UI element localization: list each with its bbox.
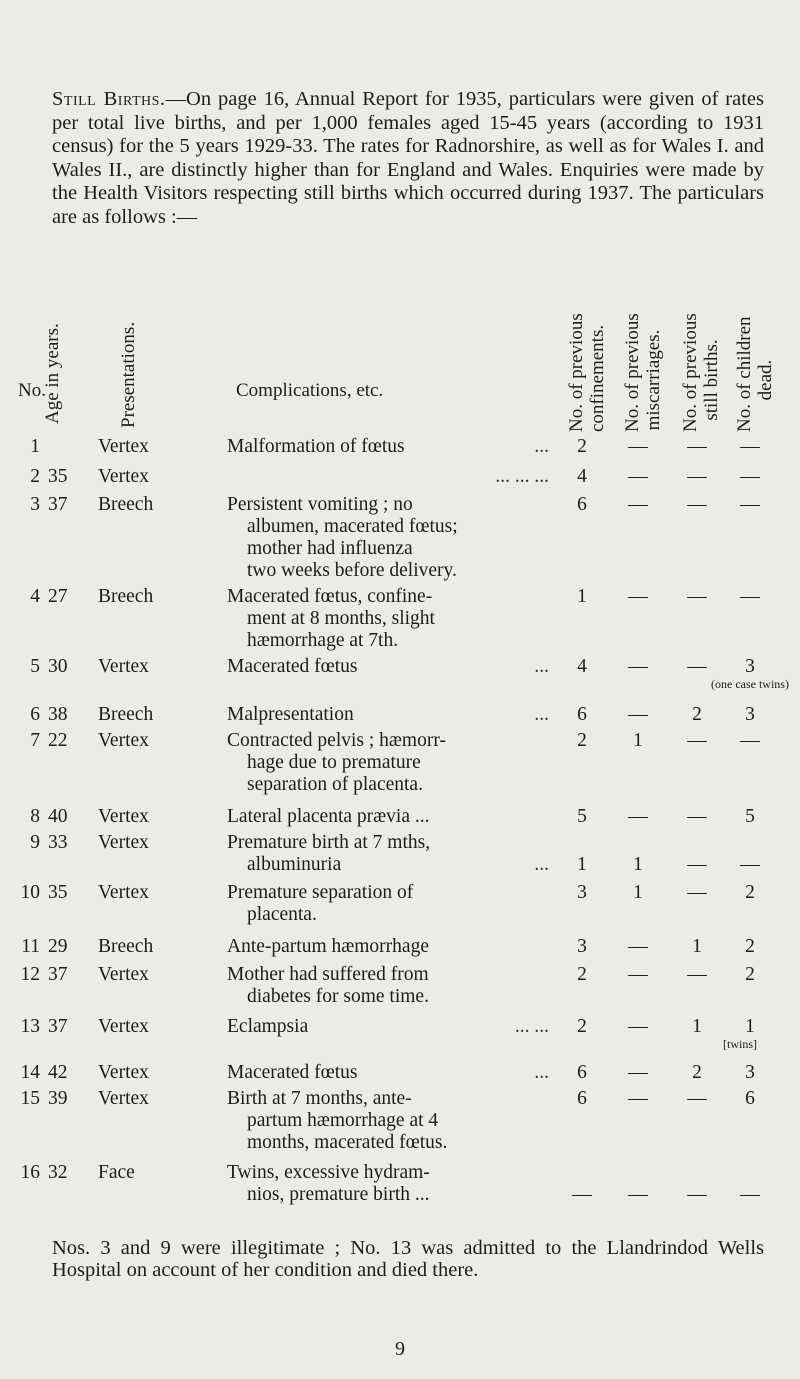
- row-number: 7: [30, 730, 40, 751]
- value-stillbirths: —: [687, 436, 707, 457]
- complication-text: Persistent vomiting ; no: [227, 494, 413, 515]
- complication-text: hæmorrhage at 7th.: [247, 630, 399, 651]
- row-presentation: Vertex: [98, 730, 149, 751]
- complication-text: Malpresentation: [227, 704, 354, 725]
- header-children-dead-line2: dead.: [755, 359, 776, 401]
- complication-text: Ante-partum hæmorrhage: [227, 936, 429, 957]
- value-miscarriages: —: [628, 1016, 648, 1037]
- row-complications: [227, 494, 567, 582]
- complication-line: [227, 1062, 567, 1084]
- complication-text: Contracted pelvis ; hæmorr-: [227, 730, 446, 751]
- footer-note: Nos. 3 and 9 were illegitimate ; No. 13 was admitted to the Llandrindod Wells Hospital on account of her condition and died there.: [52, 1237, 764, 1281]
- row-presentation: Breech: [98, 586, 154, 607]
- complication-line: [227, 1110, 567, 1132]
- value-stillbirths: —: [687, 1088, 707, 1109]
- table-row: [0, 1162, 800, 1206]
- complication-line: [227, 1016, 567, 1038]
- complication-line: [227, 806, 567, 828]
- table-row: [0, 1062, 800, 1084]
- complication-text: Eclampsia: [227, 1016, 309, 1037]
- complication-text: albuminuria: [247, 854, 342, 875]
- value-confinements: 1: [577, 854, 587, 875]
- complication-line: [227, 1162, 567, 1184]
- value-miscarriages: —: [628, 656, 648, 677]
- row-number: 9: [30, 832, 40, 853]
- row-number: 2: [30, 466, 40, 487]
- table-row: [0, 494, 800, 582]
- complication-line: [227, 730, 567, 752]
- complication-text: partum hæmorrhage at 4: [247, 1110, 439, 1131]
- complication-line: [227, 882, 567, 904]
- complication-text: nios, premature birth ...: [247, 1184, 430, 1205]
- complication-line: [227, 538, 567, 560]
- page-number: 9: [395, 1338, 405, 1360]
- complication-text: placenta.: [247, 904, 317, 925]
- row-age: 42: [48, 1062, 68, 1083]
- row-number: 10: [20, 882, 40, 903]
- row-complications: [227, 1016, 567, 1038]
- value-miscarriages: —: [628, 936, 648, 957]
- value-children-dead: 2: [745, 882, 755, 903]
- table-row: [0, 466, 800, 488]
- complication-text: ment at 8 months, slight: [247, 608, 435, 629]
- table-row: [0, 806, 800, 828]
- table-row: [0, 936, 800, 958]
- value-confinements: 5: [577, 806, 587, 827]
- value-children-dead: —: [740, 730, 760, 751]
- row-presentation: Vertex: [98, 1016, 149, 1037]
- row-presentation: Vertex: [98, 1088, 149, 1109]
- row-complications: [227, 832, 567, 876]
- table-header: [0, 313, 800, 432]
- value-miscarriages: 1: [633, 882, 643, 903]
- value-stillbirths: —: [687, 854, 707, 875]
- row-number: 5: [30, 656, 40, 677]
- value-children-dead: 6: [745, 1088, 755, 1109]
- header-stillbirths-line2: still births.: [701, 339, 722, 421]
- complication-line: [227, 1132, 567, 1154]
- complication-line: [227, 608, 567, 630]
- row-number: 6: [30, 704, 40, 725]
- value-confinements: 3: [577, 882, 587, 903]
- complication-line: [227, 986, 567, 1008]
- value-stillbirths: 2: [692, 704, 702, 725]
- value-confinements: 6: [577, 494, 587, 515]
- complication-text: albumen, macerated fœtus;: [247, 516, 458, 537]
- value-confinements: 1: [577, 586, 587, 607]
- value-children-dead: 2: [745, 936, 755, 957]
- complication-text: months, macerated fœtus.: [247, 1132, 448, 1153]
- row-number: 4: [30, 586, 40, 607]
- dot-leader: ... ...: [514, 1016, 549, 1037]
- row-complications: [227, 656, 567, 678]
- intro-text: —On page 16, Annual Report for 1935, particulars were given of rates per total live births, and per 1,000 females aged 15-45 years (according to 1931 census) for the 5 years 1929-33. The rates for Radnorshire, as well as for Wales I. and Wales II., are distinctly higher than for England and Wales. Enquiries were made by the Health Visitors respecting still births which occurred during 1937. The particulars are as follows :—: [52, 88, 764, 228]
- value-miscarriages: 1: [633, 730, 643, 751]
- row-presentation: Vertex: [98, 882, 149, 903]
- row-age: 22: [48, 730, 68, 751]
- row-age: 40: [48, 806, 68, 827]
- row-presentation: Vertex: [98, 832, 149, 853]
- dot-leader: ...: [534, 704, 549, 725]
- table-row: [0, 586, 800, 652]
- complication-text: hage due to premature: [247, 752, 421, 773]
- value-miscarriages: —: [628, 964, 648, 985]
- value-stillbirths: —: [687, 806, 707, 827]
- row-complications: [227, 436, 567, 458]
- row-complications: [227, 586, 567, 652]
- complication-text: Macerated fœtus, confine-: [227, 586, 433, 607]
- row-presentation: Vertex: [98, 1062, 149, 1083]
- row-presentation: Vertex: [98, 436, 149, 457]
- complication-text: Mother had suffered from: [227, 964, 429, 985]
- header-stillbirths-line1: No. of previous: [680, 313, 701, 432]
- row-number: 16: [20, 1162, 40, 1183]
- value-confinements: 2: [577, 730, 587, 751]
- row-presentation: Vertex: [98, 806, 149, 827]
- value-confinements: —: [572, 1184, 592, 1205]
- row-complications: [227, 806, 567, 828]
- row-presentation: Breech: [98, 494, 154, 515]
- dot-leader: ... ... ...: [495, 466, 549, 487]
- row-age: 37: [48, 964, 68, 985]
- header-miscarriages: [622, 313, 664, 432]
- value-stillbirths: —: [687, 1184, 707, 1205]
- value-stillbirths: 1: [692, 936, 702, 957]
- value-stillbirths: —: [687, 882, 707, 903]
- value-confinements: 2: [577, 1016, 587, 1037]
- value-stillbirths: 1: [692, 1016, 702, 1037]
- complication-line: [227, 1088, 567, 1110]
- row-note: (one case twins): [711, 677, 789, 691]
- complication-text: Macerated fœtus: [227, 1062, 358, 1083]
- value-children-dead: 5: [745, 806, 755, 827]
- value-children-dead: —: [740, 586, 760, 607]
- header-confinements-line2: confinements.: [587, 324, 608, 432]
- table-row: [0, 1088, 800, 1154]
- row-age: 39: [48, 1088, 68, 1109]
- header-complications: Complications, etc.: [236, 380, 384, 401]
- complication-line: [227, 586, 567, 608]
- complication-text: diabetes for some time.: [247, 986, 429, 1007]
- complication-line: [227, 436, 567, 458]
- dot-leader: ...: [534, 854, 549, 875]
- value-confinements: 6: [577, 1088, 587, 1109]
- header-confinements-line1: No. of previous: [566, 313, 587, 432]
- value-children-dead: —: [740, 466, 760, 487]
- value-confinements: 6: [577, 704, 587, 725]
- header-miscarriages-line2: miscarriages.: [643, 329, 664, 431]
- value-children-dead: —: [740, 1184, 760, 1205]
- value-children-dead: —: [740, 854, 760, 875]
- complication-line: [227, 494, 567, 516]
- value-children-dead: —: [740, 494, 760, 515]
- row-number: 14: [20, 1062, 40, 1083]
- value-stillbirths: —: [687, 466, 707, 487]
- value-miscarriages: —: [628, 466, 648, 487]
- intro-paragraph: [52, 88, 764, 229]
- value-stillbirths: —: [687, 494, 707, 515]
- value-miscarriages: —: [628, 806, 648, 827]
- complication-line: [227, 560, 567, 582]
- row-complications: [227, 1088, 567, 1154]
- row-number: 3: [30, 494, 40, 515]
- complication-line: [227, 904, 567, 926]
- row-complications: [227, 704, 567, 726]
- row-complications: [227, 1062, 567, 1084]
- value-miscarriages: —: [628, 436, 648, 457]
- row-note: [twins]: [723, 1037, 757, 1051]
- row-number: 1: [30, 436, 40, 457]
- complication-line: [227, 630, 567, 652]
- complication-line: [227, 752, 567, 774]
- table-row: [0, 656, 800, 691]
- row-number: 12: [20, 964, 40, 985]
- row-presentation: Vertex: [98, 656, 149, 677]
- value-children-dead: 1: [745, 1016, 755, 1037]
- complication-line: [227, 1184, 567, 1206]
- complication-text: Lateral placenta prævia ...: [227, 806, 430, 827]
- value-confinements: 4: [577, 466, 587, 487]
- value-confinements: 2: [577, 964, 587, 985]
- row-age: 33: [48, 832, 68, 853]
- value-children-dead: —: [740, 436, 760, 457]
- value-miscarriages: 1: [633, 854, 643, 875]
- header-no: No.: [18, 380, 46, 401]
- value-miscarriages: —: [628, 704, 648, 725]
- value-miscarriages: —: [628, 494, 648, 515]
- table-row: [0, 730, 800, 796]
- row-age: 37: [48, 494, 68, 515]
- complication-text: separation of placenta.: [247, 774, 423, 795]
- row-presentation: Vertex: [98, 964, 149, 985]
- row-number: 11: [21, 936, 40, 957]
- value-children-dead: 2: [745, 964, 755, 985]
- row-presentation: Breech: [98, 704, 154, 725]
- row-number: 15: [20, 1088, 40, 1109]
- row-number: 8: [30, 806, 40, 827]
- row-complications: [227, 730, 567, 796]
- row-age: 30: [48, 656, 68, 677]
- row-age: 38: [48, 704, 68, 725]
- table-row: [0, 964, 800, 1008]
- table-row: [0, 882, 800, 926]
- complication-text: Twins, excessive hydram-: [227, 1162, 430, 1183]
- row-age: 35: [48, 882, 68, 903]
- value-children-dead: 3: [745, 704, 755, 725]
- row-age: 27: [48, 586, 68, 607]
- table-row: [0, 832, 800, 876]
- value-confinements: 6: [577, 1062, 587, 1083]
- complication-line: [227, 656, 567, 678]
- header-miscarriages-line1: No. of previous: [622, 313, 643, 432]
- header-confinements: [566, 313, 608, 432]
- complication-line: [227, 774, 567, 796]
- complication-text: Birth at 7 months, ante-: [227, 1088, 412, 1109]
- complication-line: [227, 936, 567, 958]
- complication-text: Macerated fœtus: [227, 656, 358, 677]
- table-row: [0, 704, 800, 726]
- row-complications: [227, 964, 567, 1008]
- value-miscarriages: —: [628, 1088, 648, 1109]
- row-age: 29: [48, 936, 68, 957]
- header-age: Age in years.: [42, 323, 63, 424]
- value-miscarriages: —: [628, 1184, 648, 1205]
- value-confinements: 3: [577, 936, 587, 957]
- row-complications: [227, 882, 567, 926]
- row-number: 13: [20, 1016, 40, 1037]
- dot-leader: ...: [534, 1062, 549, 1083]
- row-age: 35: [48, 466, 68, 487]
- table-body: [0, 436, 800, 1206]
- value-children-dead: 3: [745, 1062, 755, 1083]
- value-confinements: 4: [577, 656, 587, 677]
- table-row: [0, 436, 800, 458]
- row-presentation: Face: [98, 1162, 135, 1183]
- row-complications: [227, 1162, 567, 1206]
- table-row: [0, 1016, 800, 1051]
- complication-line: [227, 964, 567, 986]
- value-stillbirths: —: [687, 586, 707, 607]
- complication-text: Premature birth at 7 mths,: [227, 832, 431, 853]
- complication-line: [227, 704, 567, 726]
- row-presentation: Vertex: [98, 466, 149, 487]
- header-children-dead-line1: No. of children: [734, 316, 755, 432]
- value-stillbirths: —: [687, 964, 707, 985]
- complication-text: Malformation of fœtus: [227, 436, 405, 457]
- complication-line: [227, 832, 567, 854]
- complication-text: mother had influenza: [247, 538, 413, 559]
- value-children-dead: 3: [745, 656, 755, 677]
- value-miscarriages: —: [628, 586, 648, 607]
- complication-line: [227, 516, 567, 538]
- dot-leader: ...: [534, 436, 549, 457]
- row-age: 32: [48, 1162, 68, 1183]
- value-miscarriages: —: [628, 1062, 648, 1083]
- row-complications: [227, 936, 567, 958]
- value-stillbirths: —: [687, 730, 707, 751]
- complication-text: Premature separation of: [227, 882, 414, 903]
- complication-text: two weeks before delivery.: [247, 560, 457, 581]
- dot-leader: ...: [534, 656, 549, 677]
- value-stillbirths: —: [687, 656, 707, 677]
- header-children-dead: [734, 316, 776, 432]
- header-presentation: Presentations.: [118, 321, 139, 428]
- row-age: 37: [48, 1016, 68, 1037]
- complication-line: [227, 854, 567, 876]
- row-presentation: Breech: [98, 936, 154, 957]
- section-heading: Still Births.: [52, 88, 166, 110]
- value-confinements: 2: [577, 436, 587, 457]
- value-stillbirths: 2: [692, 1062, 702, 1083]
- header-stillbirths: [680, 313, 722, 432]
